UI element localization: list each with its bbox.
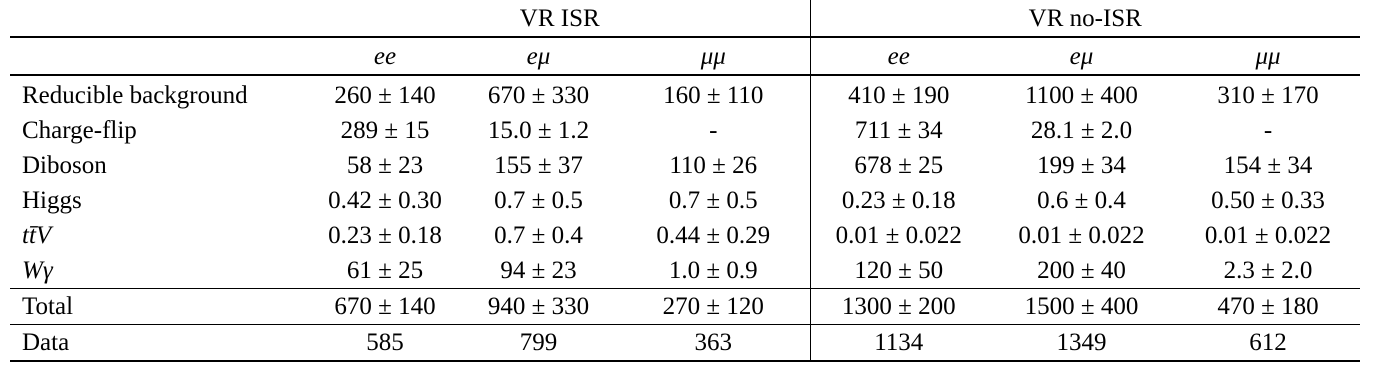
yield-cell: 1.0 ± 0.9 [668,257,758,284]
yield-cell: 0.6 ± 0.4 [1037,187,1126,214]
yield-cell: 200 ± 40 [1037,257,1126,284]
data-cell: 799 [460,325,617,362]
channel-header: eμ [987,37,1176,75]
yield-cell: 0.01 ± 0.022 [810,218,987,253]
yield-cell: 199 ± 34 [1037,152,1126,179]
yield-cell: 0.7 ± 0.5 [668,187,758,214]
yield-cell: 155 ± 37 [494,152,583,179]
yield-cell: 94 ± 23 [500,257,577,284]
yield-cell: 711 ± 34 [810,113,987,148]
table-row [10,75,1360,113]
data-cell: 585 [310,325,460,362]
yield-cell: 0.7 ± 0.4 [494,222,583,249]
channel-header-row [10,37,1360,75]
yield-cell: 0.50 ± 0.33 [1211,187,1325,214]
table-row [10,218,1360,253]
yield-cell: 0.23 ± 0.18 [810,183,987,218]
yield-cell: 0.01 ± 0.022 [1018,222,1145,249]
yield-cell: 289 ± 15 [340,117,430,144]
yields-table [10,0,1360,362]
total-cell: 470 ± 180 [1176,289,1360,325]
yield-cell: 410 ± 190 [810,75,987,113]
row-label: Higgs [22,187,82,214]
table-row [10,148,1360,183]
yield-cell: - [709,117,718,144]
yield-cell: 110 ± 26 [669,152,758,179]
channel-header: ee [810,37,987,75]
yield-cell: 120 ± 50 [810,253,987,289]
yield-cell: 678 ± 25 [810,148,987,183]
group-header-vr-no-isr: VR no-ISR [810,0,1360,37]
data-cell: 363 [617,325,810,362]
total-cell: 940 ± 330 [460,289,617,325]
total-cell: 270 ± 120 [617,289,810,325]
table-row [10,183,1360,218]
yield-cell: 0.7 ± 0.5 [494,187,583,214]
row-label: Charge-flip [22,117,137,144]
yield-cell: 0.23 ± 0.18 [328,222,442,249]
yield-cell: 61 ± 25 [346,257,424,284]
data-row [10,325,1360,362]
yield-cell: 154 ± 34 [1223,152,1313,179]
yield-cell: 1100 ± 400 [987,75,1176,113]
group-header-vr-isr: VR ISR [519,4,600,32]
channel-header: μμ [1176,37,1360,75]
channel-header: μμ [617,37,810,75]
yield-cell: 160 ± 110 [617,75,810,113]
data-cell: 1349 [987,325,1176,362]
row-label: Diboson [22,152,107,179]
row-label: Reducible background [10,75,310,113]
yield-cell: 0.44 ± 0.29 [656,222,771,249]
yield-cell: 310 ± 170 [1176,75,1360,113]
data-cell: 1134 [810,325,987,362]
data-cell: 612 [1176,325,1360,362]
total-cell: 1500 ± 400 [987,289,1176,325]
channel-header: ee [310,37,460,75]
total-row [10,289,1360,325]
yield-cell: 0.42 ± 0.30 [328,187,442,214]
row-label-data: Data [10,325,310,362]
yield-cell: 28.1 ± 2.0 [1030,117,1133,144]
table-row [10,113,1360,148]
yield-cell: 670 ± 330 [460,75,617,113]
corner-cell [10,0,310,37]
group-header-row [10,0,1360,37]
row-label-total: Total [10,289,310,325]
yield-cell: - [1263,117,1273,144]
channel-corner-cell [10,37,310,75]
yield-cell: 15.0 ± 1.2 [487,117,590,144]
total-cell: 670 ± 140 [310,289,460,325]
yield-cell: 0.01 ± 0.022 [1204,222,1332,249]
yield-cell: 58 ± 23 [346,152,424,179]
yield-cell: 2.3 ± 2.0 [1223,257,1313,284]
row-label: tt̄V [22,222,52,249]
total-cell: 1300 ± 200 [810,289,987,325]
table-row [10,253,1360,289]
channel-header: eμ [460,37,617,75]
yield-cell: 260 ± 140 [310,75,460,113]
background-rows [10,75,1360,289]
row-label: Wγ [22,257,53,284]
